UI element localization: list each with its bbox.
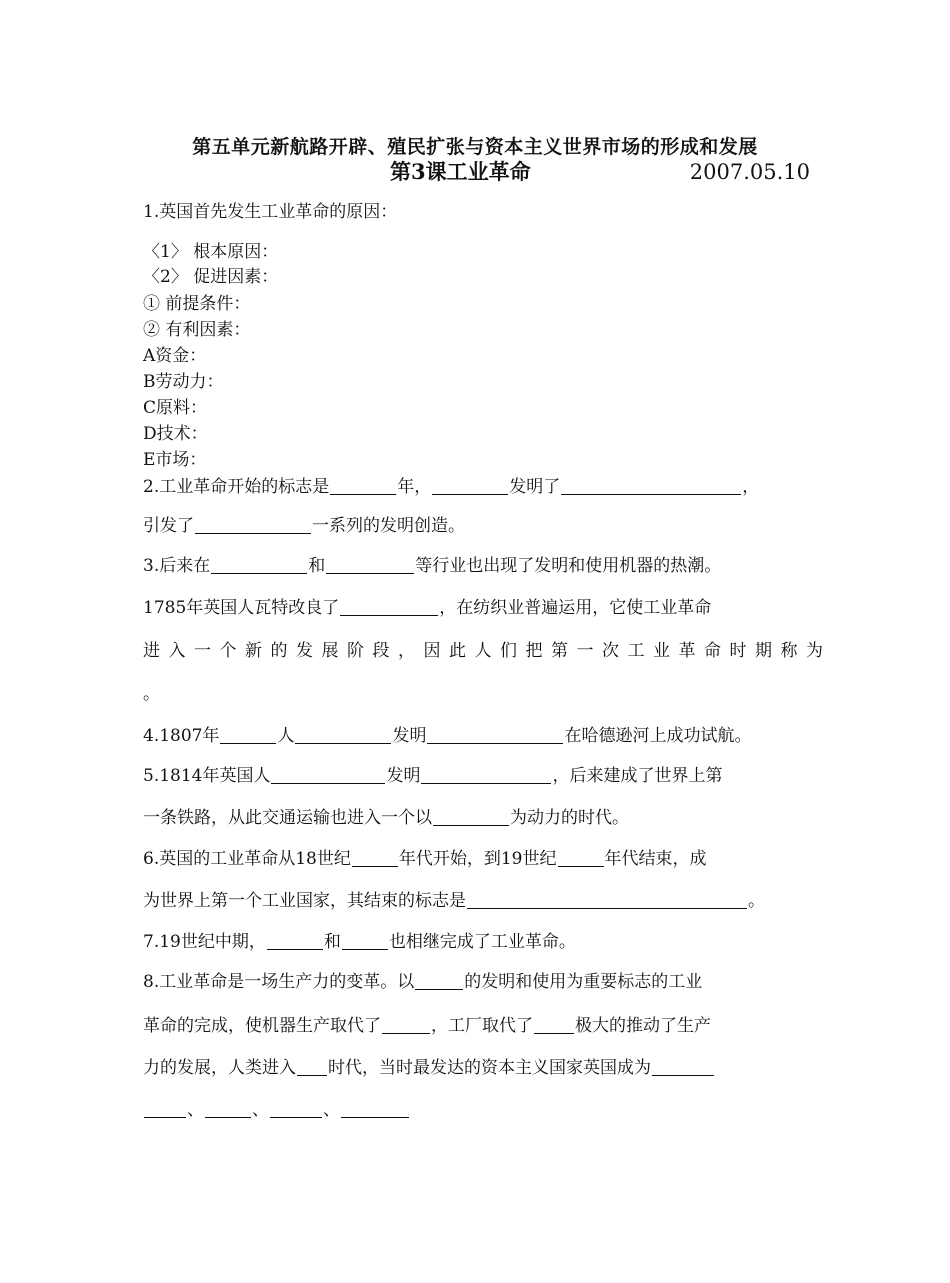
q1-prompt: 1.英国首先发生工业革命的原因： — [143, 202, 398, 222]
q8-text-e: 极大的推动了生产 — [575, 1016, 711, 1036]
q4-text-d: 在哈德逊河上成功试航。 — [564, 726, 752, 746]
q8-line-2 — [143, 1014, 823, 1038]
q1-labor: B劳动力： — [143, 372, 224, 392]
q2-text-d: ， — [742, 477, 760, 497]
q8-sep-1: 、 — [187, 1100, 204, 1120]
q5-line-2 — [143, 806, 823, 830]
q5-blank-invention[interactable] — [421, 765, 551, 784]
lesson-date: 2007.05.10 — [689, 160, 810, 184]
q8-blank-role-2[interactable] — [205, 1099, 251, 1118]
q4-line-1 — [143, 724, 823, 748]
q8-text-a: 8.工业革命是一场生产力的变革。以 — [143, 972, 415, 992]
q8-blank-machine[interactable] — [415, 971, 463, 990]
q6-blank-end-decade[interactable] — [558, 848, 604, 867]
q2-text-b: 年， — [397, 477, 432, 497]
q8-line-4 — [143, 1098, 823, 1122]
q7-text-a: 7.19世纪中期， — [143, 932, 266, 952]
lesson-header — [390, 157, 810, 187]
q7-text-c: 也相继完成了工业革命。 — [388, 932, 576, 952]
q7-blank-country-2[interactable] — [342, 931, 388, 950]
q8-line-3 — [143, 1056, 823, 1080]
q4-text-c: 发明 — [392, 726, 427, 746]
q3-blank-industry-2[interactable] — [326, 555, 414, 574]
q7-blank-country-1[interactable] — [267, 931, 323, 950]
q6-line-1 — [143, 847, 823, 871]
q1-favorable: ② 有利因素： — [143, 320, 251, 340]
q8-blank-era[interactable] — [297, 1057, 327, 1076]
q3-text-c: 等行业也出现了发明和使用机器的热潮。 — [415, 556, 722, 576]
q2-text-a: 2.工业革命开始的标志是 — [143, 477, 330, 497]
q1-root-cause: 〈1〉 根本原因： — [143, 242, 279, 262]
q6-line-2 — [143, 889, 823, 913]
q2-blank-year[interactable] — [330, 476, 396, 495]
q2-text-c: 发明了 — [509, 477, 561, 497]
q2-line-2 — [143, 514, 823, 538]
q4-blank-nationality[interactable] — [220, 725, 276, 744]
q2-text-e: 引发了 — [143, 516, 194, 536]
q5-line-1 — [143, 764, 823, 788]
q3-text-b: 和 — [308, 556, 326, 576]
q6-text-a: 6.英国的工业革命从18世纪 — [143, 849, 351, 869]
q8-text-d: ，工厂取代了 — [431, 1016, 533, 1036]
q8-blank-replaced-1[interactable] — [382, 1015, 430, 1034]
q3-blank-steam-engine[interactable] — [340, 597, 438, 616]
q6-text-d: 为世界上第一个工业国家，其结束的标志是 — [143, 891, 466, 911]
q1-capital: A资金： — [143, 346, 207, 366]
q8-sep-3: 、 — [323, 1100, 340, 1120]
q4-text-b: 人 — [277, 726, 295, 746]
q8-blank-replaced-2[interactable] — [534, 1015, 574, 1034]
q3-line-1 — [143, 554, 823, 578]
q8-blank-role-3[interactable] — [270, 1099, 322, 1118]
q3-line-2 — [143, 596, 823, 620]
unit-heading: 第五单元新航路开辟、殖民扩张与资本主义世界市场的形成和发展 — [192, 136, 758, 158]
q5-blank-power[interactable] — [433, 807, 509, 826]
q2-blank-industry[interactable] — [195, 515, 311, 534]
q2-blank-person[interactable] — [432, 476, 508, 495]
q6-blank-start-decade[interactable] — [352, 848, 398, 867]
q8-text-g: 时代，当时最发达的资本主义国家英国成为 — [328, 1058, 651, 1078]
q2-line-1 — [143, 475, 823, 499]
q4-text-a: 4.1807年 — [143, 726, 220, 746]
q1-tech: D技术： — [143, 424, 208, 444]
q1-factors: 〈2〉 促进因素： — [143, 267, 279, 287]
q6-text-c: 年代结束，成 — [604, 849, 707, 869]
q3-text-a: 3.后来在 — [143, 556, 211, 576]
q7-text-b: 和 — [323, 932, 341, 952]
q7-line-1 — [143, 930, 823, 954]
q8-line-1 — [143, 970, 823, 994]
q5-text-d: 一条铁路，从此交通运输也进入一个以 — [143, 808, 432, 828]
q1-market: E市场： — [143, 450, 207, 470]
q6-blank-end-marker[interactable] — [467, 890, 747, 909]
q5-text-b: 发明 — [386, 766, 421, 786]
q8-blank-role-1b[interactable] — [144, 1099, 186, 1118]
q1-raw: C原料： — [143, 398, 208, 418]
lesson-title: 第3课工业革命 — [390, 159, 531, 184]
q8-text-c: 革命的完成，使机器生产取代了 — [143, 1016, 381, 1036]
q8-text-f: 力的发展，人类进入 — [143, 1058, 296, 1078]
q8-blank-role-4[interactable] — [341, 1099, 409, 1118]
q6-text-e: 。 — [748, 891, 765, 911]
q3-line-4: 。 — [143, 684, 160, 704]
q3-blank-industry-1[interactable] — [211, 555, 307, 574]
q3-text-e: ，在纺织业普遍运用，它使工业革命 — [439, 598, 712, 618]
q5-text-e: 为动力的时代。 — [510, 808, 629, 828]
q2-blank-invention[interactable] — [561, 476, 741, 495]
q8-blank-role-1a[interactable] — [652, 1057, 714, 1076]
q5-text-a: 5.1814年英国人 — [143, 766, 271, 786]
q4-blank-invention[interactable] — [427, 725, 563, 744]
q5-blank-inventor[interactable] — [271, 765, 385, 784]
q3-text-d: 1785年英国人瓦特改良了 — [143, 598, 340, 618]
q1-premise: ① 前提条件： — [143, 294, 251, 314]
q8-sep-2: 、 — [252, 1100, 269, 1120]
q2-text-f: 一系列的发明创造。 — [312, 516, 465, 536]
q8-text-b: 的发明和使用为重要标志的工业 — [464, 972, 703, 992]
q5-text-c: ，后来建成了世界上第 — [552, 766, 723, 786]
q3-line-3: 进入一个新的发展阶段，因此人们把第一次工业革命时期称为 — [143, 641, 823, 661]
q6-text-b: 年代开始，到19世纪 — [398, 849, 557, 869]
q4-blank-inventor[interactable] — [295, 725, 391, 744]
